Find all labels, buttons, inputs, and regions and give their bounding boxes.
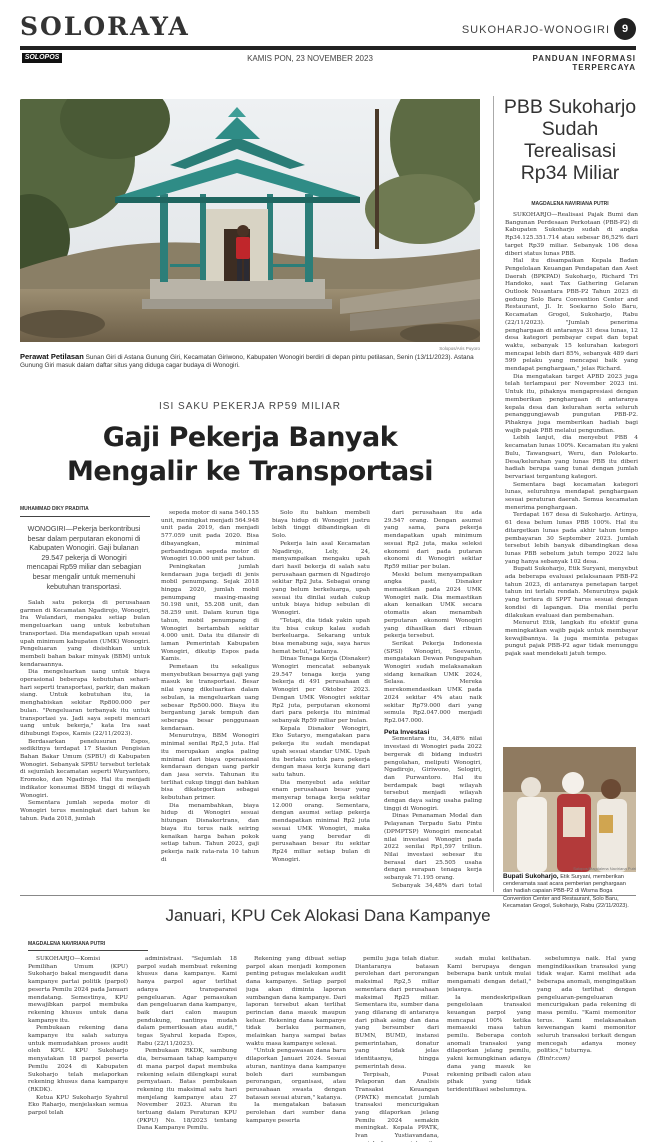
paragraph: Ia mengatakan batasan perolehan dari sumber dana kampanye peserta: [246, 1102, 346, 1124]
photo-credit: Solopos/Magdalena Naviriana Putri: [573, 866, 636, 871]
caption-text: Sunan Giri di Astana Gunung Giri, Kecamatan Giriwono, Kabupaten Wonogiri berdiri di depan pintu petilasan, Senin (13/11/2023). Astana Gunung Giri masuk dalam daftar situs yang diduga cagar budaya di Wonogiri.: [20, 354, 474, 370]
article-column-1: [20, 600, 150, 890]
paragraph: administrasi. "Sejumlah 18 parpol sudah membuat rekening khusus dana kampanye. Kami hanya parpol agar terlihat adanya transparansi pengeluaran. Agar pemasukan dan pengeluaran dana kampanye, baik dari calon maupun pendukung, nantinya mudah dalam pemeriksaan atau audit," tegas Syahrul kepada Espos, Rabu (22/11/2023).: [137, 956, 237, 1047]
article-column-3: [272, 510, 370, 890]
paragraph: SUKOHARJO—Realisasi Pajak Bumi dan Bangunan Perdesaan Perkotaan (PBB-P2) di Kabupaten Sukoharjo sudah di angka Rp34.125.351.714 atau sebesar 86,52% dari target Rp39 miliar. Sebanyak 106 desa diberi status lunas PBB.: [505, 212, 638, 257]
photo-caption: [20, 353, 480, 371]
paragraph: Bupati Sukoharjo, Etik Suryani, menyebut ada beberapa evaluasi pelaksanaan PBB-P2 tahun 2023, di antaranya penetapan target tahun ini terlalu rendah. Menurutnya pajak yang tertera di SPPT harus sesuai dengan kondisi di lapangan. Dia menilai perlu dilakukan evaluasi dan pembenahan.: [505, 566, 638, 619]
paragraph: "Tetapi, dia tidak yakin upah itu bisa cukup kalau sudah berkeluarga. Sekarang untuk bisa menabung saja, saya harus hemat betul," katanya.: [272, 617, 370, 655]
article-kicker: ISI SAKU PEKERJA RP59 MILIAR: [159, 401, 341, 412]
pavilion-illustration: [20, 99, 480, 342]
solopos-logo: SOLOPOS: [22, 53, 62, 63]
section-divider: [20, 895, 636, 896]
bottom-column-1: [28, 956, 128, 1142]
paragraph: Ketua KPU Sukoharjo Syahrul Eko Raharjo, menjelaskan semua parpol telah: [28, 1094, 128, 1117]
bottom-article-author: MAGDALENA NAVIRIANA PUTRI: [28, 941, 106, 947]
paragraph: Pembukaan rekening dana kampanye itu salah satunya untuk memudahkan proses audit oleh KPU. KPU Sukoharjo menyatakan 18 parpol peserta Pemilu 2024 di Kabupaten Sukoharjo telah melaporkan rekening khusus dana kampanye (RKDK).: [28, 1025, 128, 1093]
side-headline-line-2: Sudah: [541, 118, 599, 140]
paragraph: Dinas Tenaga Kerja (Disnaker) Wonogiri mencatat sebanyak 29.547 tenaga kerja yang bekerja di 491 perusahaan di Wonogiri per Oktober 2023. Dengan UMK Wonogiri sekitar Rp2 juta, perputaran ekonomi dari para pekerja itu minimal sebanyak Rp59 miliar per bulan.: [272, 656, 370, 724]
paragraph: "Untuk pengawasan dana baru dilaporkan Januari 2024. Sesuai aturan, nantinya dana kampanye boleh dari sumbangan perorangan, organisasi, atau perusahaan swasta dengan batasan sesuai aturan," katanya.: [246, 1048, 346, 1101]
paragraph: Terpisah, Pusat Pelaporan dan Analisis Transaksi Keuangan (PPATK) mencatat jumlah transaksi mencurigakan yang dilaporkan jelang Pemilu 2024 semakin meningkat. Kepala PPATK, Ivan Yustiavandana,: [355, 1071, 439, 1140]
paragraph: Kepala Disnaker Wonogiri, Eko Sutaryo, mengatakan para pekerja itu sudah mendapat upah sesuai standar UMK. Upah itu berlaku untuk para pekerja dengan masa kerja kurang dari satu tahun.: [272, 725, 370, 778]
paragraph: dari perusahaan itu ada 29.547 orang. Dengan asumsi yang sama, para pekerja mendapatkan upah minimum sesuai Rp2 juta, maka seleksi ekonomi dari pada putaran ekonomi di Wonogiri sekitar Rp59 miliar per bulan.: [384, 510, 482, 570]
paragraph: Sementara bagi kecamatan kategori lunas, seluruhnya mendapat penghargaan sesuai peraturan daerah. Semua kecamatan menerima penghargaan.: [505, 481, 638, 511]
paragraph: Pekerja lain asal Kecamatan Ngadirojo, Lely, 24, menyampaikan mengaku upah dari hasil bekerja di salah satu perusahaan garmen di Ngadirojo sekitar Rp2 Juta. Sebagai orang yang belum berkeluarga, upah sesuai itu dinilai sudah cukup untuk biaya hidup sebulan di Wonogiri.: [272, 540, 370, 617]
paragraph: Lebih lanjut, dia menyebut PBB 4 kecamatan lunas 100%. Kecamatan itu yakni Bulu, Tawangsari, Weru, dan Polokarto. Desa/kelurahan yang lunas PBB itu diberi hadiah berupa uang tunai dengan jumlah bervariasi tergantung kategori.: [505, 435, 638, 480]
article-column-2: [161, 510, 259, 890]
photo-credit: Solopos/Aris Puyoro: [439, 346, 480, 351]
article-column-4: [384, 510, 482, 890]
bottom-column-6: [537, 956, 636, 1142]
paragraph: sepeda motor di sana 540.155 unit, meningkat menjadi 564.948 unit pada 2019, dan menjadi 577.059 unit pada 2020. Bisa dibayangkan, minimal perbandingan sepeda motor di Wonogiri 10.000 unit per tahun.: [161, 510, 259, 563]
bottom-column-5: [447, 956, 531, 1142]
paragraph: Ia mendeskripsikan pengelolaan transaksi keuangan parpol yang mencapai 100% ketika memasuki masa tahun pemilu. Beberapa contoh anomali transaksi yang dilaporkan jelang pemilu, yakni kemungkinan adanya dana yang masuk ke rekening pribadi calon atau pihak yang tidak teridentifikasi sebelumnya.: [447, 994, 531, 1093]
subheading: Peta Investasi: [384, 728, 430, 736]
award-ceremony-photo: [503, 747, 636, 872]
bottom-column-3: [246, 956, 346, 1142]
photo-caption: [503, 873, 636, 910]
headline-line-2: Mengalir ke Transportasi: [66, 456, 434, 487]
bottom-article-headline: Januari, KPU Cek Alokasi Dana Kampanye: [165, 906, 491, 925]
paragraph: Dia mengatakan target APBD 2023 juga telah terlampaui per November 2023 ini. Untuk itu, pihaknya mengapresiasi dengan memberikan penghargaan di antaranya kepala desa dan kelurahan serta seluruh penanggungjawab pungutan PBB-P2. Pihaknya juga memberikan hadiah bagi wajib pajak PBB melalui pengundian.: [505, 373, 638, 434]
paragraph: Sementara jumlah sepeda motor di Wonogiri terus meningkat dari tahun ke tahun. Pada 2018, jumlah: [20, 800, 150, 822]
paragraph: Dia mengeluarkan uang untuk biaya operasional beberapa kebutuhan sehari-hari seperti transportasi, parkir, dan makan siang. Untuk kebutuhan itu, ia menghabiskan sekitar Rp800.000 per bulan. "Pengeluaran terbanyak itu untuk transportasi ya. Jadi saya sepeti mencari uang untuk bekerja," kata Ira saat dihubungi Espos, Kamis (22/11/2023).: [20, 669, 150, 737]
paragraph: Serikat Pekerja Indonesia (SPSI) Wonogiri, Seevanto, mengatakan Dewan Pengupahan Wonogiri sudah melaksanakan sidang kenaikan UMK 2024, Selasa. Mereka merekomendasikan UMK pada 2024 sekitar 4% atau naik sekitar Rp79.000 dari yang semula Rp2.047.000 menjadi Rp2.047.000.: [384, 640, 482, 724]
side-headline-line-4: Rp34 Miliar: [520, 162, 620, 184]
masthead-rule: [20, 46, 636, 50]
ceremony-illustration: [503, 747, 636, 872]
paragraph: Pemetaan itu sekaligus menyebutkan besarnya gaji yang masuk ke transportasi. Besar nilai yang dikeluarkan dalam sebulan, ia mengeluarkan uang sebesar Rp500.000. Biaya itu bergantung jarak tempuh dan seberapa besar penggunaan kendaraan.: [161, 664, 259, 732]
caption-title: Perawat Petilasan: [20, 352, 84, 361]
tagline: PANDUAN INFORMASI TERPERCAYA: [532, 54, 636, 72]
paragraph: Sebanyak 34,48% dari total: [392, 882, 482, 889]
side-article-body: [505, 212, 638, 744]
paragraph: sudah mulai kelihatan. Kami berupaya dengan beberapa bank untuk mulai mengamati dengan detail," jelasnya.: [447, 956, 531, 993]
paragraph: Terdapat 167 desa di Sukoharjo. Artinya, 61 desa belum lunas PBB 100%. Hal itu ditargetkan lunas pada akhir tahun tempo pembayaran 30 September 2023. Jumlah tersebut lebih banyak dibandingkan desa lunas PBB sebelum jatuh tempo 2022 lalu yang hanya sebanyak 102 desa.: [505, 512, 638, 565]
paragraph: sebelumnya naik. Hal yang mengindikasikan transaksi yang tidak wajar. Kami melihat ada beberapa anomali, mengingatkan yang ada terlihat dengan pengeluaran-pengeluaran mencurigakan pada rekening di masa pemilu. "Kami memonitor terus. Kami melaksanakan kewenangan kami memonitor seluruh transaksi terkait dengan mencegah adanya money politics," tuturnya.: [537, 956, 636, 1055]
caption-text: Etik Suryani, memberikan cenderamata saat acara pemberian penghargaan dan hadiah capaian PBB-P2 di Wisma Boga Convention Center and Restaurant, Solo Baru, Kecamatan Grogol, Sukoharjo, Rabu (22/11/2023).: [503, 874, 629, 909]
newspaper-section-name: SOLORAYA: [20, 12, 190, 41]
paragraph: Hal itu disampaikan Kepala Badan Pengelolaan Keuangan Pendapatan dan Aset Daerah (BPKPAD) Sukoharjo, Richard Tri Handoko, saat Tax Gathering Gelaran Outlook Nusantara PBB-P2 Tahun 2023 di gedung Solo Baru Convention Center and Restaurant, Jl. Ir. Soekarno Solo Baru, Kecamatan Grogol, Sukoharjo, Rabu (22/11/2023). "Jumlah penerima penghargaan di antaranya 31 desa lunas, 12 desa kategori pembayar cepat dan tepat waktu, sebanyak 15 kelurahan kategori mencapai lebih dari 85%, sebanyak 489 dari 599 pelaku yang mencapai baik yang mendapat penghargaan," jelas Richard.: [505, 258, 638, 373]
paragraph: Berdasarkan penelusuran Espos, sedikitnya terdapat 17 Stasiun Pengisian Bahan Bakar Umum (SPBU) di Kabupaten Wonogiri. Sebanyak SPBU tersebut terletak di sejumlah kecamatan seperti Wuryantoro, Eromoko, dan Ngadirojo. Hal itu menjadi indikator konsumsi BBM tinggi di wilayah Wonogiri.: [20, 738, 150, 799]
column-divider: [493, 96, 494, 892]
paragraph: Solo itu bahkan membeli biaya hidup di Wonogiri justru lebih tinggi dibandingkan di Solo.: [272, 510, 370, 540]
paragraph: Menurutnya, BBM Wonogiri minimal senilai Rp2,5 juta. Hal itu merupakan angka paling minimal dari biaya operasional kendaraan dengan uang parkir dan jasa servis. Tahunan itu terlihat cukup tinggi dan bahkan bisa dikategorikan sebagai kebutuhan primer.: [161, 733, 259, 802]
side-article-author: MAGDALENA NAVIRIANA PUTRI: [531, 201, 609, 207]
paragraph: Pembukaan RKDK, sambung dia, bersamaan tahap kampanye di mana parpol dapat membuka rekening selain dilengkapi surat pernyataan. Batas pembukaan rekening itu maksimal satu hari menjelang kampanye atau 27 November 2023. Aturan itu tertuang dalam Peraturan KPU (PKPU) No. 18/2023 tentang Dana Kampanye Pemilu.: [137, 1048, 237, 1132]
side-headline-line-3: Terealisasi: [523, 140, 617, 162]
end-code: (Bintr.com): [537, 1056, 570, 1063]
caption-title: Bupati Sukoharjo,: [503, 873, 559, 880]
pavilion-photo: [20, 99, 480, 342]
paragraph: SUKOHARJO—Komisi Pemilihan Umum (KPU) Sukoharjo bakal mengaudit dana kampanye partai politik (parpol) peserta Pemilu 2024 pada Januari mendatang. Semestinya, KPU mewajibkan parpol membuka rekening khusus untuk dana kampanye itu.: [28, 956, 128, 1024]
paragraph: Peningkatan jumlah kendaraan juga terjadi di jenis mobil penumpang. Sejak 2018 hingga 2020, jumlah mobil penumpang masing-masing 50.198 unit, 55.208 unit, dan 58.259 unit. Dalam kurun tiga tahun, mobil penumpang di Wonogiri bertambah sekitar 4.000 unit. Data itu dilansir di laman Pemerintah Kabupaten Wonogiri, dikutip Espos pada Kamis.: [161, 563, 259, 663]
article-author: MUHAMMAD DIKY PRADITIA: [20, 506, 89, 512]
article-lead-quote: WONOGIRI—Pekerja berkontribusi besar dalam perputaran ekonomi di Kabupaten Wonogiri. Gaji bulanan 29.547 pekerja di Wonogiri mencapai Rp59 miliar dan sebagian besar mengalir untuk memenuhi kebutuhan transportasi.: [26, 524, 142, 591]
paragraph: Meski belum menyampaikan angka pasti, Disnaker memastikan pada 2024 UMK Wonogiri naik. Dia memastikan akan kenaikan UMK secara otomatis akan menambah perputaran ekonomi Wonogiri yang dihasilkan dari ribuan pekerja tersebut.: [384, 571, 482, 640]
paragraph: Dia menyebut ada sekitar enam perusahaan besar yang menyerap tenaga kerja sekitar 12.000 orang. Sementara, dengan asumsi setiap pekerja mendapatkan minimal Rp2 juta sesuai UMK Wonogiri, maka uang yang beredar di perusahaan besar itu sekitar Rp24 miliar setiap bulan di Wonogiri.: [272, 779, 370, 863]
paragraph: pemilu juga telah diatur. Diantaranya batasan perolehan dari perorangan maksimal Rp2,5 miliar sementara dari perusahaan maksimal Rp25 miliar. Sementara itu, sumber dana yang dilarang di antaranya dari pihak asing dan dana yang bersumber dari BUMN, BUMD, instansi pemerintahan, donatur yang tidak jelas identitasnya, hingga pemerintah desa.: [355, 956, 439, 1070]
paragraph: Dia menambahkan, biaya hidup di Wonogiri sesuai hitungan Disnakertrans, dan biaya itu terus naik seiring kenaikan harga bahan pokok setiap tahun. Tahun 2023, gaji pekerja naik rata-rata 10 tahun di: [161, 802, 259, 863]
region-label: SUKOHARJO-WONOGIRI: [461, 24, 610, 36]
headline-line-1: Gaji Pekerja Banyak: [102, 422, 398, 453]
paragraph: Salah satu pekerja di perusahaan garmen di Kecamatan Ngadirojo, Wonogiri, Ira Wulandari, mengaku setiap bulan mengeluarkan uang untuk kebutuhan transportasi. Dia mendapatkan upah sesuai upah minimum kabupaten (UMK) Wonogiri. Pengeluaran yang disisihkan untuk membeli bahan bakar minyak (BBM) untuk kendaraannya.: [20, 600, 150, 668]
paragraph: Dinas Penanaman Modal dan Pelayanan Terpadu Satu Pintu (DPMPTSP) Wonogiri mencatat nilai investasi Wonogiri pada 2022 senilai Rp1,597 triliun. Nilai investasi sebesar itu berasal dari 25.505 usaha dengan serapan tenaga kerja sebanyak 71.195 orang.: [384, 813, 482, 882]
side-article-headline: [500, 96, 640, 184]
author-rule: [28, 950, 148, 951]
issue-date: KAMIS PON, 23 NOVEMBER 2023: [247, 54, 373, 63]
paragraph: Sementara itu, 34,48% nilai investasi di Wonogiri pada 2022 bergerak di bidang industri pengolahan, meliputi Wonogiri, Ngadirojo, Giriwono, Selogiri, dan Purwantoro. Hal itu berdampak bagi wilayah tersebut menjadi wilayah dengan daya saing usaha paling tinggi di Wonogiri.: [384, 736, 482, 812]
article-headline: [20, 421, 480, 489]
bottom-column-4: [355, 956, 439, 1142]
side-headline-line-1: PBB Sukoharjo: [503, 96, 637, 118]
author-rule: [20, 516, 150, 517]
bottom-column-2: [137, 956, 237, 1142]
paragraph: Rekening yang dibuat setiap parpol akan menjadi komponen penting petugas melakukan audit dana kampanye. Setiap parpol juga akan diminta laporan sumbangan dana kampanye. Dari laporan tersebut akan terlihat perincian dana masuk maupun keluar. Rekening dana kampanye tidak berlaku permanen, melainkan hanya sampai batas waktu masa kampanye selesai.: [246, 956, 346, 1047]
paragraph: Menurut Etik, langkah itu efektif guna meningkatkan wajib pajak untuk membayar kewajibannya. Ia juga meminta petugas pungut pajak PBB-P2 agar tidak menunggu pajak saat mendekati jatuh tempo.: [505, 620, 638, 658]
page-number-badge: 9: [614, 18, 636, 40]
